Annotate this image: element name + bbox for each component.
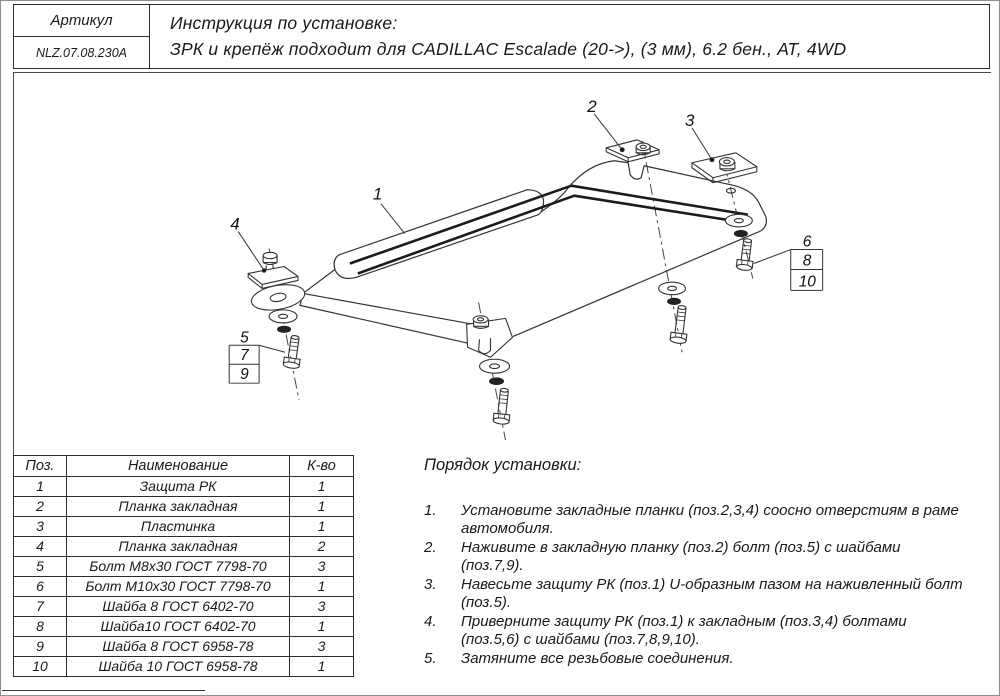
- cell-qty: 3: [290, 597, 354, 617]
- table-row: [14, 517, 354, 537]
- callout-10: 10: [798, 273, 816, 291]
- footer-line: [2, 690, 205, 691]
- cell-qty: 1: [290, 657, 354, 677]
- table-row: [14, 577, 354, 597]
- main-plate: [300, 161, 766, 344]
- callout-8: 8: [802, 252, 812, 270]
- instruction-step: [424, 613, 964, 648]
- assembly-drawing: [14, 73, 991, 455]
- cell-pos: 3: [14, 517, 67, 537]
- article-value: NLZ.07.08.230A: [35, 45, 128, 60]
- cell-pos: 5: [14, 557, 67, 577]
- cell-qty: 2: [290, 537, 354, 557]
- step-number: 5.: [424, 650, 437, 667]
- bolt-assembly-right-center: [659, 282, 691, 344]
- cell-pos: 8: [14, 617, 67, 637]
- cell-name: Болт М10х30 ГОСТ 7798-70: [67, 577, 290, 597]
- step-number: 1.: [424, 502, 437, 519]
- callout-9: 9: [240, 366, 249, 384]
- cell-qty: 3: [290, 637, 354, 657]
- header-table: [13, 4, 990, 69]
- step-number: 4.: [424, 613, 437, 630]
- step-text: Приверните защиту РК (поз.1) к закладным (поз.3,4) болтами (поз.5,6) с шайбами (поз.7,8,9,10).: [461, 613, 907, 648]
- table-row: [14, 657, 354, 677]
- table-row: [14, 617, 354, 637]
- bolt-assembly-left: [269, 310, 303, 369]
- table-row: [14, 497, 354, 517]
- cell-name: Шайба 8 ГОСТ 6402-70: [67, 597, 290, 617]
- title-line-1: Инструкция по установке:: [170, 12, 398, 33]
- step-text: Установите закладные планки (поз.2,3,4) соосно отверстиям в раме автомобиля.: [461, 502, 959, 537]
- instruction-step: [424, 650, 964, 668]
- cell-name: Болт М8х30 ГОСТ 7798-70: [67, 557, 290, 577]
- callout-6: 6: [802, 233, 812, 251]
- step-text: Затяните все резьбовые соединения.: [461, 650, 734, 667]
- cell-pos: 9: [14, 637, 67, 657]
- step-text: Наживите в закладную планку (поз.2) болт (поз.5) с шайбами (поз.7,9).: [461, 539, 901, 574]
- table-row: [14, 597, 354, 617]
- cell-name: Планка закладная: [67, 537, 290, 557]
- parts-table: [13, 455, 354, 677]
- step-number: 3.: [424, 576, 437, 593]
- cell-name: Планка закладная: [67, 497, 290, 517]
- table-row: [14, 637, 354, 657]
- installation-instructions: [424, 456, 964, 670]
- callout-2: 2: [587, 96, 597, 116]
- cell-qty: 1: [290, 517, 354, 537]
- cell-qty: 1: [290, 497, 354, 517]
- cell-qty: 3: [290, 557, 354, 577]
- cell-name: Шайба 8 ГОСТ 6958-78: [67, 637, 290, 657]
- center-tab: [467, 316, 513, 357]
- header-article-cell: [14, 5, 150, 68]
- cell-pos: 7: [14, 597, 67, 617]
- col-header-pos: Поз.: [14, 456, 67, 477]
- drawing-area: [13, 72, 991, 455]
- cell-qty: 1: [290, 477, 354, 497]
- plate-fold-lines: [350, 186, 748, 274]
- cell-pos: 6: [14, 577, 67, 597]
- header-title-cell: [150, 5, 989, 68]
- instruction-step: [424, 502, 964, 537]
- col-header-qty: К-во: [290, 456, 354, 477]
- cell-name: Пластинка: [67, 517, 290, 537]
- title-line-2: ЗРК и крепёж подходит для CADILLAC Escalade (20->), (3 мм), 6.2 бен., АТ, 4WD: [170, 39, 847, 60]
- callout-4: 4: [230, 214, 240, 234]
- instructions-title: Порядок установки:: [424, 456, 582, 474]
- callout-leaders: [238, 114, 791, 352]
- col-header-name: Наименование: [67, 456, 290, 477]
- step-number: 2.: [424, 539, 437, 556]
- callout-7: 7: [240, 347, 249, 365]
- cell-pos: 4: [14, 537, 67, 557]
- cell-qty: 1: [290, 617, 354, 637]
- bracket-4: [248, 252, 307, 314]
- cell-name: Шайба10 ГОСТ 6402-70: [67, 617, 290, 637]
- callout-5: 5: [240, 329, 249, 347]
- step-text: Навесьте защиту РК (поз.1) U-образным пазом на наживленный болт (поз.5).: [461, 576, 963, 611]
- cell-name: Шайба 10 ГОСТ 6958-78: [67, 657, 290, 677]
- callout-1: 1: [372, 184, 383, 204]
- cell-pos: 2: [14, 497, 67, 517]
- embedded-plate-2: [606, 140, 659, 162]
- instruction-step: [424, 539, 964, 574]
- instruction-step: [424, 576, 964, 611]
- cell-name: Защита РК: [67, 477, 290, 497]
- callout-3: 3: [685, 110, 695, 130]
- table-row: [14, 537, 354, 557]
- cell-qty: 1: [290, 577, 354, 597]
- cell-pos: 10: [14, 657, 67, 677]
- article-label: Артикул: [14, 5, 149, 37]
- cell-pos: 1: [14, 477, 67, 497]
- table-row: [14, 477, 354, 497]
- bolt-assembly-right: [725, 214, 755, 271]
- parts-table-header-row: [14, 456, 354, 477]
- table-row: [14, 557, 354, 577]
